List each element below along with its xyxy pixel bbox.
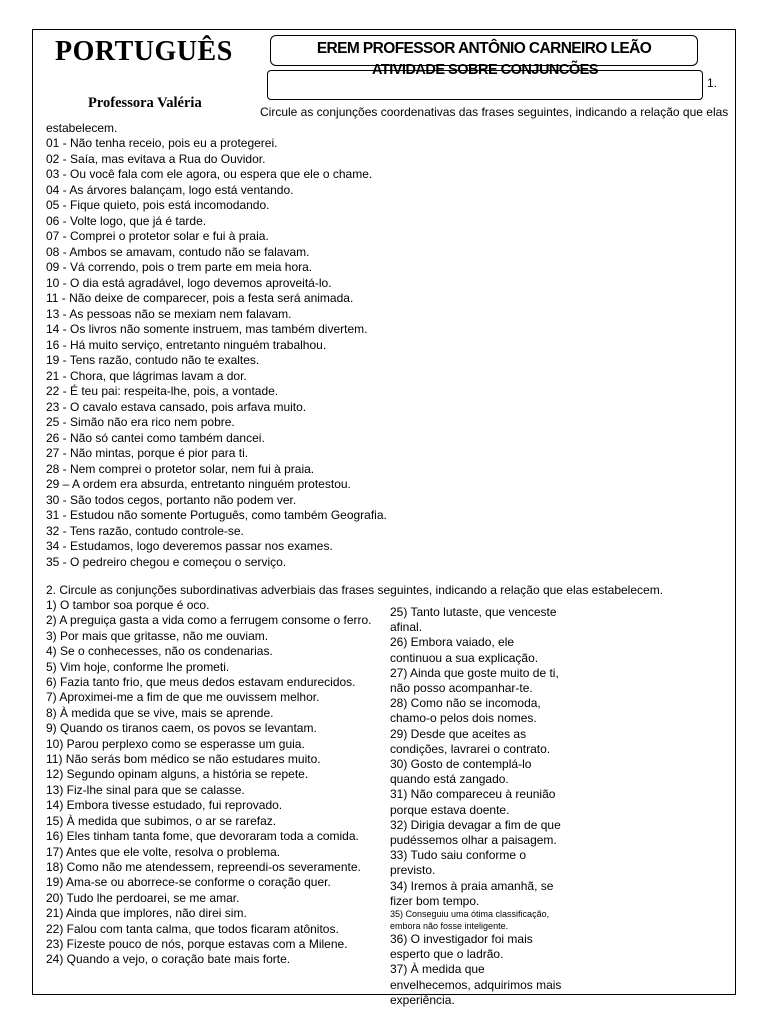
sentence-item: 22) Falou com tanta calma, que todos ficaram atônitos. bbox=[46, 921, 339, 936]
sentence-item: 33) Tudo saiu conforme o previsto. bbox=[390, 848, 527, 878]
sentence-item: 13 - As pessoas não se mexiam nem falavam. bbox=[46, 306, 292, 321]
sentence-item: 32) Dirigia devagar a fim de que pudéssemos olhar a paisagem. bbox=[390, 817, 561, 848]
sentence-item: 7) Aproximei-me a fim de que me ouvissem melhor. bbox=[46, 690, 320, 705]
sentence-item: 31 - Estudou não somente Português, como também Geografia. bbox=[46, 508, 387, 522]
sentence-item: 27 - Não mintas, porque é pior para ti. bbox=[46, 446, 249, 460]
sentence-item: 05 - Fique quieto, pois está incomodando. bbox=[46, 198, 270, 212]
sentence-item: 12) Segundo opinam alguns, a história se repete. bbox=[46, 767, 309, 782]
sentence-item: 37) À medida que envelhecemos, adquirimos mais experiência. bbox=[390, 962, 562, 1007]
sentence-item: 9) Quando os tiranos caem, os povos se levantam. bbox=[46, 721, 317, 736]
sentence-item: 18) Como não me atendessem, repreendi-os severamente. bbox=[46, 859, 361, 874]
question-1-instruction: Circule as conjunções coordenativas das frases seguintes, indicando a relação que elas bbox=[260, 105, 729, 119]
page-title: PORTUGUÊS bbox=[55, 36, 233, 67]
sentence-item: 06 - Volte logo, que já é tarde. bbox=[46, 213, 207, 228]
sentence-item: 26 - Não só cantei como também dancei. bbox=[46, 430, 265, 445]
question-1-sentence-list bbox=[46, 136, 387, 570]
question-2-instruction: 2. Circule as conjunções subordinativas adverbiais das frases seguintes, indicando a relação que elas estabelecem. bbox=[46, 583, 664, 597]
sentence-item: 09 - Vá correndo, pois o trem parte em meia hora. bbox=[46, 260, 313, 274]
sentence-item: 21) Ainda que implores, não direi sim. bbox=[46, 906, 247, 921]
sentence-item: 10) Parou perplexo como se esperasse um guia. bbox=[46, 736, 305, 751]
sentence-item: 16) Eles tinham tanta fome, que devoraram toda a comida. bbox=[46, 829, 359, 844]
sentence-item: 36) O investigador foi mais esperto que o ladrão. bbox=[390, 932, 533, 962]
sentence-item: 2) A preguiça gasta a vida como a ferrugem consome o ferro. bbox=[46, 613, 372, 628]
sentence-item: 5) Vim hoje, conforme lhe prometi. bbox=[46, 659, 230, 674]
sentence-item: 04 - As árvores balançam, logo está ventando. bbox=[46, 182, 294, 197]
sentence-item: 15) À medida que subimos, o ar se rarefaz. bbox=[46, 813, 277, 828]
sentence-item: 03 - Ou você fala com ele agora, ou espera que ele o chame. bbox=[46, 167, 373, 181]
sentence-item: 35) Conseguiu uma ótima classificação, embora não fosse inteligente. bbox=[390, 909, 550, 931]
sentence-item: 28) Como não se incomoda, chamo-o pelos dois nomes. bbox=[390, 696, 541, 726]
sentence-item: 27) Ainda que goste muito de ti, não posso acompanhar-te. bbox=[390, 665, 559, 696]
sentence-item: 20) Tudo lhe perdoarei, se me amar. bbox=[46, 890, 240, 905]
sentence-item: 16 - Há muito serviço, entretanto ninguém trabalhou. bbox=[46, 337, 327, 352]
sentence-item: 21 - Chora, que lágrimas lavam a dor. bbox=[46, 368, 247, 383]
sentence-item: 6) Fazia tanto frio, que meus dedos estavam endurecidos. bbox=[46, 675, 356, 690]
sentence-item: 08 - Ambos se amavam, contudo não se falavam. bbox=[46, 244, 310, 259]
sentence-item: 22 - É teu pai: respeita-lhe, pois, a vontade. bbox=[46, 384, 279, 398]
sentence-item: 8) À medida que se vive, mais se aprende. bbox=[46, 705, 274, 720]
sentence-item: 11 - Não deixe de comparecer, pois a festa será animada. bbox=[46, 291, 354, 305]
sentence-item: 29 – A ordem era absurda, entretanto ninguém protestou. bbox=[46, 477, 351, 491]
question-2-sentence-list-right bbox=[390, 605, 565, 1008]
sentence-item: 25) Tanto lutaste, que venceste afinal. bbox=[390, 605, 557, 635]
sentence-item: 30 - São todos cegos, portanto não podem ver. bbox=[46, 492, 297, 507]
sentence-item: 14) Embora tivesse estudado, fui reprovado. bbox=[46, 798, 283, 813]
sentence-item: 29) Desde que aceites as condições, lavrarei o contrato. bbox=[390, 726, 551, 756]
sentence-item: 4) Se o conhecesses, não os condenarias. bbox=[46, 644, 273, 659]
sentence-item: 23) Fizeste pouco de nós, porque estavas com a Milene. bbox=[46, 936, 348, 951]
sentence-item: 31) Não compareceu à reunião porque estava doente. bbox=[390, 787, 556, 817]
sentence-item: 23 - O cavalo estava cansado, pois arfava muito. bbox=[46, 399, 307, 414]
sentence-item: 14 - Os livros não somente instruem, mas também divertem. bbox=[46, 322, 368, 336]
sentence-item: 01 - Não tenha receio, pois eu a protegerei. bbox=[46, 136, 278, 150]
sentence-item: 34 - Estudamos, logo deveremos passar nos exames. bbox=[46, 539, 333, 553]
sentence-item: 30) Gosto de contemplá-lo quando está zangado. bbox=[390, 757, 532, 787]
sentence-item: 19) Ama-se ou aborrece-se conforme o coração quer. bbox=[46, 875, 331, 890]
sentence-item: 28 - Nem comprei o protetor solar, nem fui à praia. bbox=[46, 461, 315, 476]
question-1-number: 1. bbox=[707, 76, 718, 90]
sentence-item: 25 - Simão não era rico nem pobre. bbox=[46, 415, 235, 429]
sentence-item: 02 - Saía, mas evitava a Rua do Ouvidor. bbox=[46, 151, 266, 166]
sentence-item: 24) Quando a vejo, o coração bate mais forte. bbox=[46, 952, 291, 967]
sentence-item: 1) O tambor soa porque é oco. bbox=[46, 598, 210, 612]
sentence-item: 07 - Comprei o protetor solar e fui à praia. bbox=[46, 229, 269, 243]
sentence-item: 17) Antes que ele volte, resolva o problema. bbox=[46, 844, 281, 859]
sentence-item: 34) Iremos à praia amanhã, se fizer bom tempo. bbox=[390, 878, 554, 908]
sentence-item: 26) Embora vaiado, ele continuou a sua explicação. bbox=[390, 635, 539, 665]
sentence-item: 32 - Tens razão, contudo controle-se. bbox=[46, 523, 244, 538]
sentence-item: 35 - O pedreiro chegou e começou o serviço. bbox=[46, 554, 287, 569]
teacher-name: Professora Valéria bbox=[88, 95, 202, 111]
activity-title: ATIVIDADE SOBRE CONJUNCÕES bbox=[371, 62, 598, 78]
sentence-item: 13) Fiz-lhe sinal para que se calasse. bbox=[46, 782, 245, 797]
sentence-item: 10 - O dia está agradável, logo devemos aproveitá-lo. bbox=[46, 275, 332, 290]
school-name: EREM PROFESSOR ANTÔNIO CARNEIRO LEÃO bbox=[316, 40, 652, 57]
sentence-item: 11) Não serás bom médico se não estudares muito. bbox=[46, 752, 321, 767]
sentence-item: 3) Por mais que gritasse, não me ouviam. bbox=[46, 628, 269, 643]
question-1-instruction-continuation: estabelecem. bbox=[46, 121, 118, 135]
sentence-item: 19 - Tens razão, contudo não te exaltes. bbox=[46, 353, 260, 367]
question-2-sentence-list-left bbox=[46, 598, 372, 968]
